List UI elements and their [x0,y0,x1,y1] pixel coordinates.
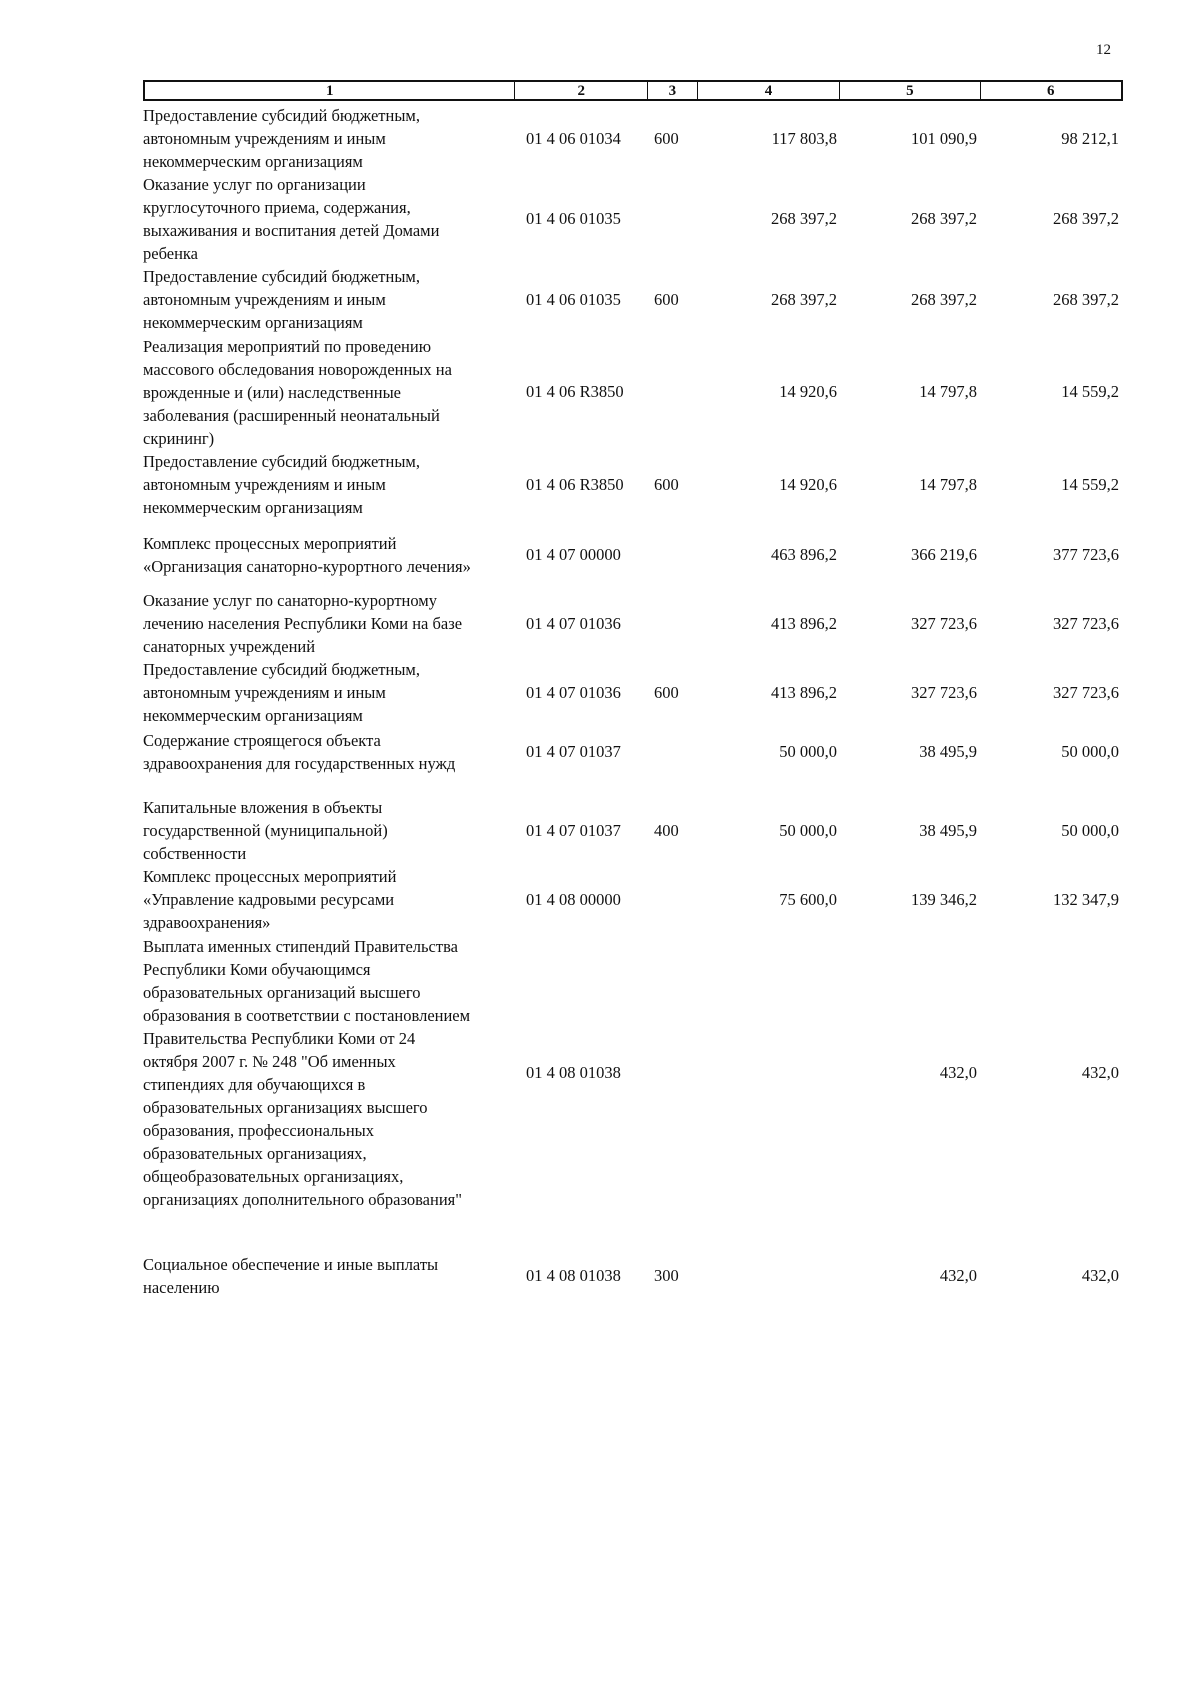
header-col-2: 2 [515,82,647,99]
page-number: 12 [1096,42,1111,58]
row-code: 01 4 06 R3850 [526,474,624,494]
row-value-col4: 413 896,2 [771,613,837,633]
row-name: Выплата именных стипендий Правительства Республики Коми обучающимся образовательных организаций высшего образования в соответствии с постановлением Правительства Республики Коми от 24 октября 2007 г. № 248 "Об именных стипендиях для обучающихся в образовательных организациях высшего образования, профессиональных образовательных организациях, общеобразовательных организациях, организациях дополнительного образования" [143,936,471,1209]
row-value-col6: 268 397,2 [1053,289,1119,309]
row-value-col5: 139 346,2 [911,889,977,909]
row-code: 01 4 07 01037 [526,820,621,840]
row-value-col5: 432,0 [939,1062,977,1082]
table-row [143,727,1123,777]
row-value-col4: 50 000,0 [779,820,837,840]
row-value-col6: 377 723,6 [1053,545,1119,564]
row-code: 01 4 06 R3850 [526,382,624,401]
table-header [143,80,1123,101]
row-name: Социальное обеспечение и иные выплаты населению [143,1255,439,1297]
row-value-col6: 268 397,2 [1053,209,1119,228]
table-row [143,589,1123,658]
row-name: Комплекс процессных мероприятий «Организация санаторно-курортного лечения» [143,534,471,576]
row-value-col4: 463 896,2 [771,545,837,564]
row-value-col5: 432,0 [939,1266,977,1285]
table-row [143,865,1123,934]
row-name: Оказание услуг по санаторно-курортному лечению населения Республики Коми на базе санаторных учреждений [143,591,463,656]
row-value-col6: 14 559,2 [1061,474,1119,494]
header-col-3: 3 [648,82,698,99]
row-value-col4: 14 920,6 [779,382,837,401]
row-name: Капитальные вложения в объекты государственной (муниципальной) собственности [143,798,388,863]
row-value-col6: 98 212,1 [1061,128,1119,148]
row-name: Предоставление субсидий бюджетным, автономным учреждениям и иным некоммерческим организациям [143,267,420,332]
row-value-col5: 327 723,6 [911,613,977,633]
row-name: Предоставление субсидий бюджетным, автономным учреждениям и иным некоммерческим организациям [143,452,420,517]
row-type: 600 [654,128,679,148]
row-type: 300 [654,1266,679,1285]
header-col-6: 6 [1047,83,1055,99]
row-type: 600 [654,474,679,494]
header-col-4: 4 [698,82,840,99]
row-type: 400 [654,820,679,840]
row-value-col6: 432,0 [1081,1062,1119,1082]
row-value-col5: 14 797,8 [919,382,977,401]
row-code: 01 4 07 01036 [526,682,621,702]
row-value-col5: 38 495,9 [919,820,977,840]
row-name: Реализация мероприятий по проведению массового обследования новорожденных на врожденные и (или) наследственные заболевания (расширенный неонатальный скрининг) [143,336,452,448]
row-code: 01 4 08 00000 [526,889,621,909]
row-value-col6: 50 000,0 [1061,742,1119,761]
table-row [143,265,1123,334]
row-name: Оказание услуг по организации круглосуточного приема, содержания, выхаживания и воспитания детей Домами ребенка [143,175,440,263]
row-name: Содержание строящегося объекта здравоохранения для государственных нужд [143,731,456,773]
row-value-col5: 38 495,9 [919,742,977,761]
table-row [143,796,1123,865]
table-row [143,1252,1123,1300]
row-value-col4: 413 896,2 [771,682,837,702]
row-value-col6: 50 000,0 [1061,820,1119,840]
row-name: Комплекс процессных мероприятий «Управление кадровыми ресурсами здравоохранения» [143,867,397,932]
row-name: Предоставление субсидий бюджетным, автономным учреждениям и иным некоммерческим организациям [143,660,420,725]
row-value-col6: 14 559,2 [1061,382,1119,401]
table-row [143,104,1123,173]
row-value-col4: 14 920,6 [779,474,837,494]
row-value-col5: 101 090,9 [911,128,977,148]
row-value-col4: 50 000,0 [779,742,837,761]
row-value-col6: 132 347,9 [1053,889,1119,909]
table-row [143,334,1123,450]
row-code: 01 4 08 01038 [526,1062,621,1082]
table-row [143,934,1123,1211]
row-value-col5: 327 723,6 [911,682,977,702]
table-row [143,173,1123,265]
row-code: 01 4 06 01035 [526,209,621,228]
row-value-col4: 75 600,0 [779,889,837,909]
row-value-col6: 327 723,6 [1053,682,1119,702]
header-col-1: 1 [145,82,515,99]
row-code: 01 4 07 00000 [526,545,621,564]
row-code: 01 4 06 01034 [526,128,621,148]
table-row [143,530,1123,580]
row-value-col6: 327 723,6 [1053,613,1119,633]
row-code: 01 4 07 01036 [526,613,621,633]
row-type: 600 [654,289,679,309]
row-value-col5: 14 797,8 [919,474,977,494]
row-value-col4: 117 803,8 [771,128,837,148]
row-code: 01 4 07 01037 [526,742,621,761]
row-value-col6: 432,0 [1081,1266,1119,1285]
row-value-col5: 366 219,6 [911,545,977,564]
row-code: 01 4 08 01038 [526,1266,621,1285]
row-value-col5: 268 397,2 [911,209,977,228]
table-row [143,658,1123,727]
row-value-col4: 268 397,2 [771,209,837,228]
row-value-col4: 268 397,2 [771,289,837,309]
row-name: Предоставление субсидий бюджетным, автономным учреждениям и иным некоммерческим организациям [143,106,420,171]
table-row [143,450,1123,519]
row-type: 600 [654,682,679,702]
header-col-5: 5 [840,82,980,99]
row-code: 01 4 06 01035 [526,289,621,309]
row-value-col5: 268 397,2 [911,289,977,309]
